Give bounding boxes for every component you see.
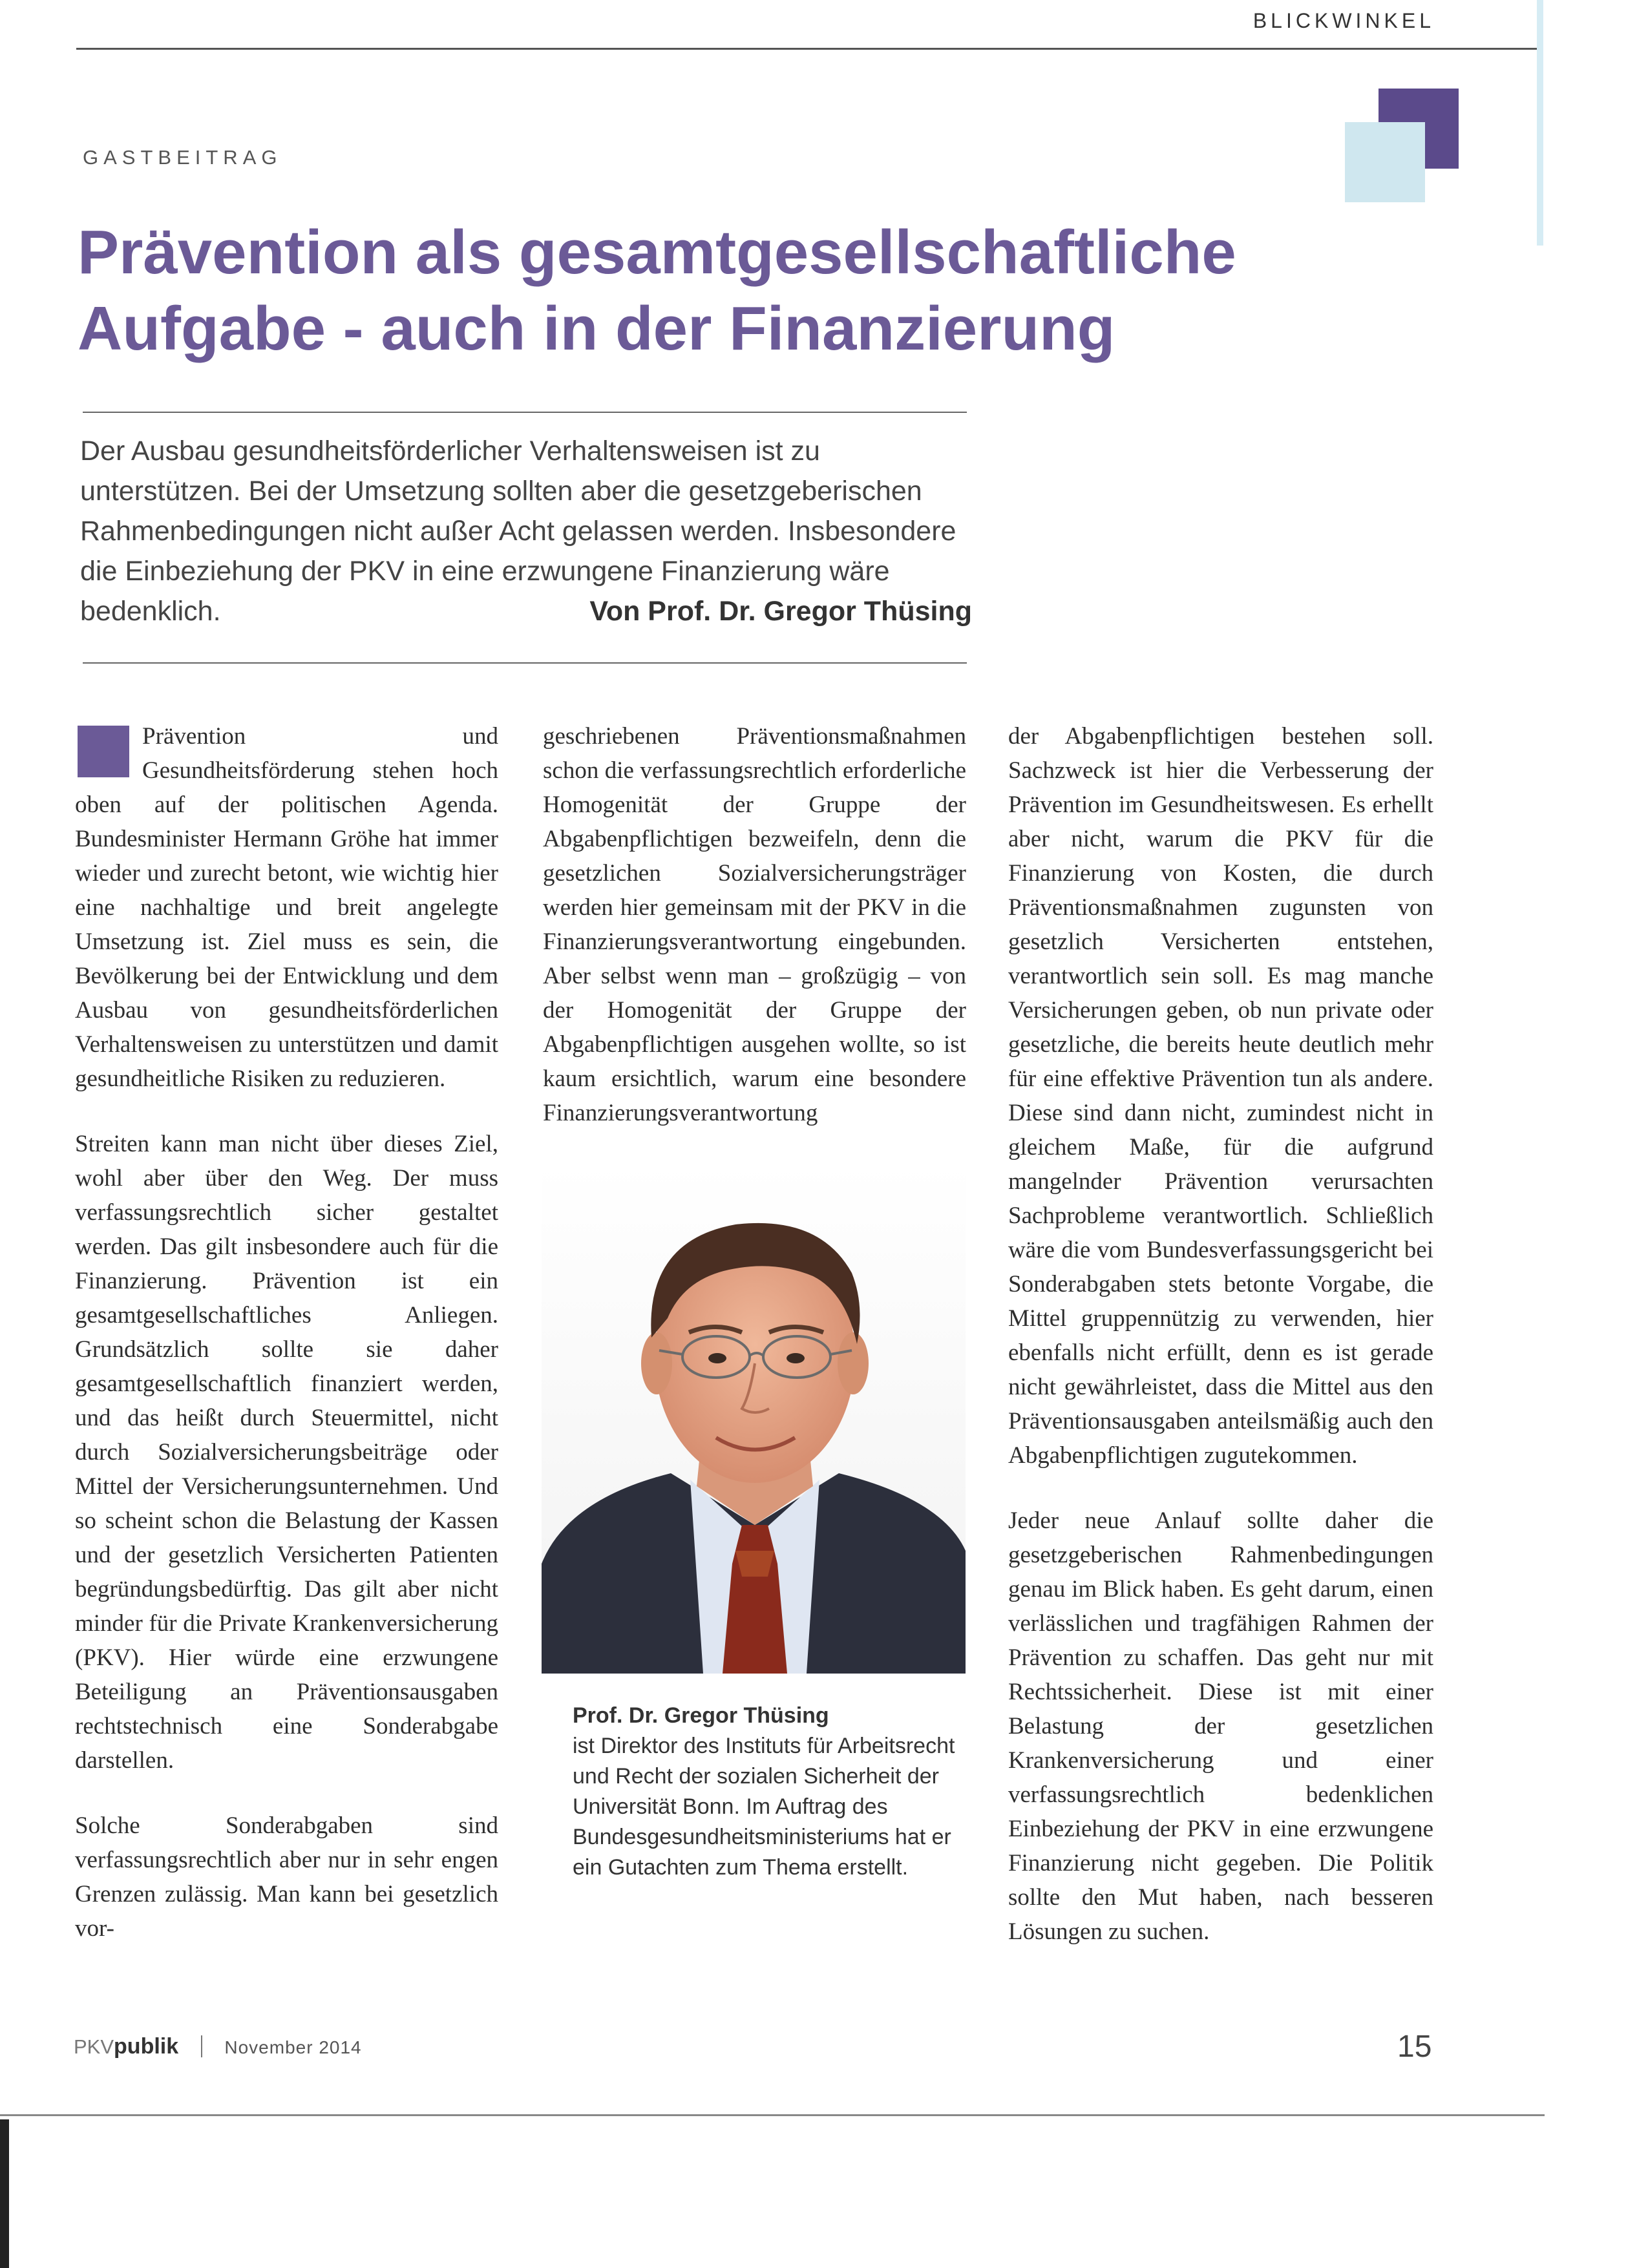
footer-date: November 2014 <box>224 2037 362 2057</box>
article-lead <box>80 431 972 631</box>
author-portrait-image <box>542 1163 966 1674</box>
footer-brand-name: publik <box>114 2034 179 2059</box>
body-paragraph: Solche Sonderabgaben sind verfassungsrechtlich aber nur in sehr engen Grenzen zulässig. Man kann bei gesetzlich vor- <box>75 1812 498 1942</box>
page-bottom-rule <box>0 2114 1545 2116</box>
page-number: 15 <box>1397 2030 1432 2064</box>
page-footer <box>74 2034 362 2059</box>
footer-brand-prefix: PKV <box>74 2035 114 2058</box>
dropcap-square <box>78 726 129 777</box>
body-paragraph: der Abgabenpflichtigen bestehen soll. Sachzweck ist hier die Verbesserung der Prävention im Gesundheitswesen. Es erhellt aber nicht, warum die PKV für die Finanzierung von Kosten, die durch Präventionsmaßnahmen zugunsten von gesetzlich Versicherten entstehen, verantwortlich sein soll. Es mag manche Versicherungen geben, ob nun private oder gesetzliche, die bereits heute deutlich mehr für eine effektive Prävention tun als andere. Diese sind dann nicht, zumindest nicht in gleichem Maße, für die aufgrund mangelnder Prävention verursachten Sachprobleme verantwortlich. Schließlich wäre die vom Bundesverfassungsgericht bei Sonderabgaben stets betonte Vorgabe, die Mittel gruppennützig zu verwenden, hier ebenfalls nicht erfüllt, denn es ist gerade nicht gewährleistet, dass die Mittel aus den Präventionsausgaben anteilsmäßig auch den Abgabenpflichtigen zugutekommen. <box>1008 723 1433 1469</box>
article-kicker: GASTBEITRAG <box>83 146 282 169</box>
article-headline <box>78 215 1305 367</box>
body-paragraph: Jeder neue Anlauf sollte daher die gesetzgeberischen Rahmenbedingungen genau im Blick haben. Es geht darum, einen verlässlichen und tragfähigen Rahmen der Prävention zu schaffen. Das geht nur mit Rechtssicherheit. Diese ist mit einer Belastung der gesetzlichen Krankenversicherung und einer verfassungsrechtlich bedenklichen Einbeziehung der PKV in eine erzwungene Finanzierung nicht gegeben. Die Politik sollte den Mut haben, nach besseren Lösungen zu suchen. <box>1008 1507 1433 1945</box>
edge-decoration <box>1537 0 1543 246</box>
scan-edge-shadow <box>0 2119 9 2268</box>
lead-text: Der Ausbau gesundheitsförderlicher Verhaltensweisen ist zu unterstützen. Bei der Umsetzung sollten aber die gesetzgeberischen Rahmenbedingungen nicht außer Acht gelassen werden. Insbesondere die Einbeziehung der PKV in eine erzwungene Finanzierung wäre bedenklich. <box>80 436 956 627</box>
lead-rule-bottom <box>83 662 967 664</box>
body-column-2 <box>543 719 966 1130</box>
caption-name: Prof. Dr. Gregor Thüsing <box>573 1703 829 1728</box>
body-paragraph <box>75 719 498 1096</box>
top-rule <box>76 48 1538 50</box>
author-photo <box>542 1163 966 1674</box>
photo-caption <box>573 1701 960 1883</box>
paragraph-text: Prävention und Gesundheitsförderung stehen hoch oben auf der politischen Agenda. Bundesminister Hermann Gröhe hat immer wieder und zurecht betont, wie wichtig hier eine nachhaltige und breit angelegte Umsetzung ist. Ziel muss es sein, die Bevölkerung bei der Entwicklung und dem Ausbau von gesundheitsförderlichen Verhaltensweisen zu unterstützen und damit gesundheitliche Risiken zu reduzieren. <box>75 723 498 1092</box>
caption-text: ist Direktor des Instituts für Arbeitsrecht und Recht der sozialen Sicherheit der Universität Bonn. Im Auftrag des Bundesgesundheitsministeriums hat er ein Gutachten zum Thema erstellt. <box>573 1734 955 1880</box>
body-paragraph: Streiten kann man nicht über dieses Ziel, wohl aber über den Weg. Der muss verfassungsrechtlich sicher gestaltet werden. Das gilt insbesondere auch für die Finanzierung. Prävention ist ein gesamtgesellschaftliches Anliegen. Grundsätzlich sollte sie daher gesamtgesellschaftlich finanziert werden, und das heißt durch Steuermittel, nicht durch Sozialversicherungsbeiträge oder Mittel der Versicherungsunternehmen. Und so scheint schon die Belastung der Kassen und der gesetzlich Versicherten Patienten begründungsbedürftig. Das gilt aber nicht minder für die Private Krankenversicherung (PKV). Hier würde eine erzwungene Beteiligung an Präventionsausgaben rechtstechnisch eine Sonderabgabe darstellen. <box>75 1131 498 1774</box>
lead-rule-top <box>83 412 967 413</box>
body-column-1 <box>75 719 498 1946</box>
lead-author: Von Prof. Dr. Gregor Thüsing <box>589 596 972 627</box>
footer-separator <box>201 2035 202 2057</box>
body-column-3 <box>1008 719 1433 1949</box>
headline-line-2: Aufgabe - auch in der Finanzierung <box>78 294 1115 363</box>
section-label: BLICKWINKEL <box>1252 9 1435 32</box>
decorative-square-blue <box>1345 122 1425 202</box>
body-paragraph: geschriebenen Präventionsmaßnahmen schon die verfassungsrechtlich erforderliche Homogenität der Gruppe der Abgabenpflichtigen bezweifeln, denn die gesetzlichen Sozialversicherungsträger werden hier gemeinsam mit der PKV in die Finanzierungsverantwortung eingebunden. Aber selbst wenn man – großzügig – von der Homogenität der Gruppe der Abgabenpflichtigen ausgehen wollte, so ist kaum ersichtlich, warum eine besondere Finanzierungsverantwortung <box>543 723 966 1126</box>
headline-line-1: Prävention als gesamtgesellschaftliche <box>78 218 1236 287</box>
